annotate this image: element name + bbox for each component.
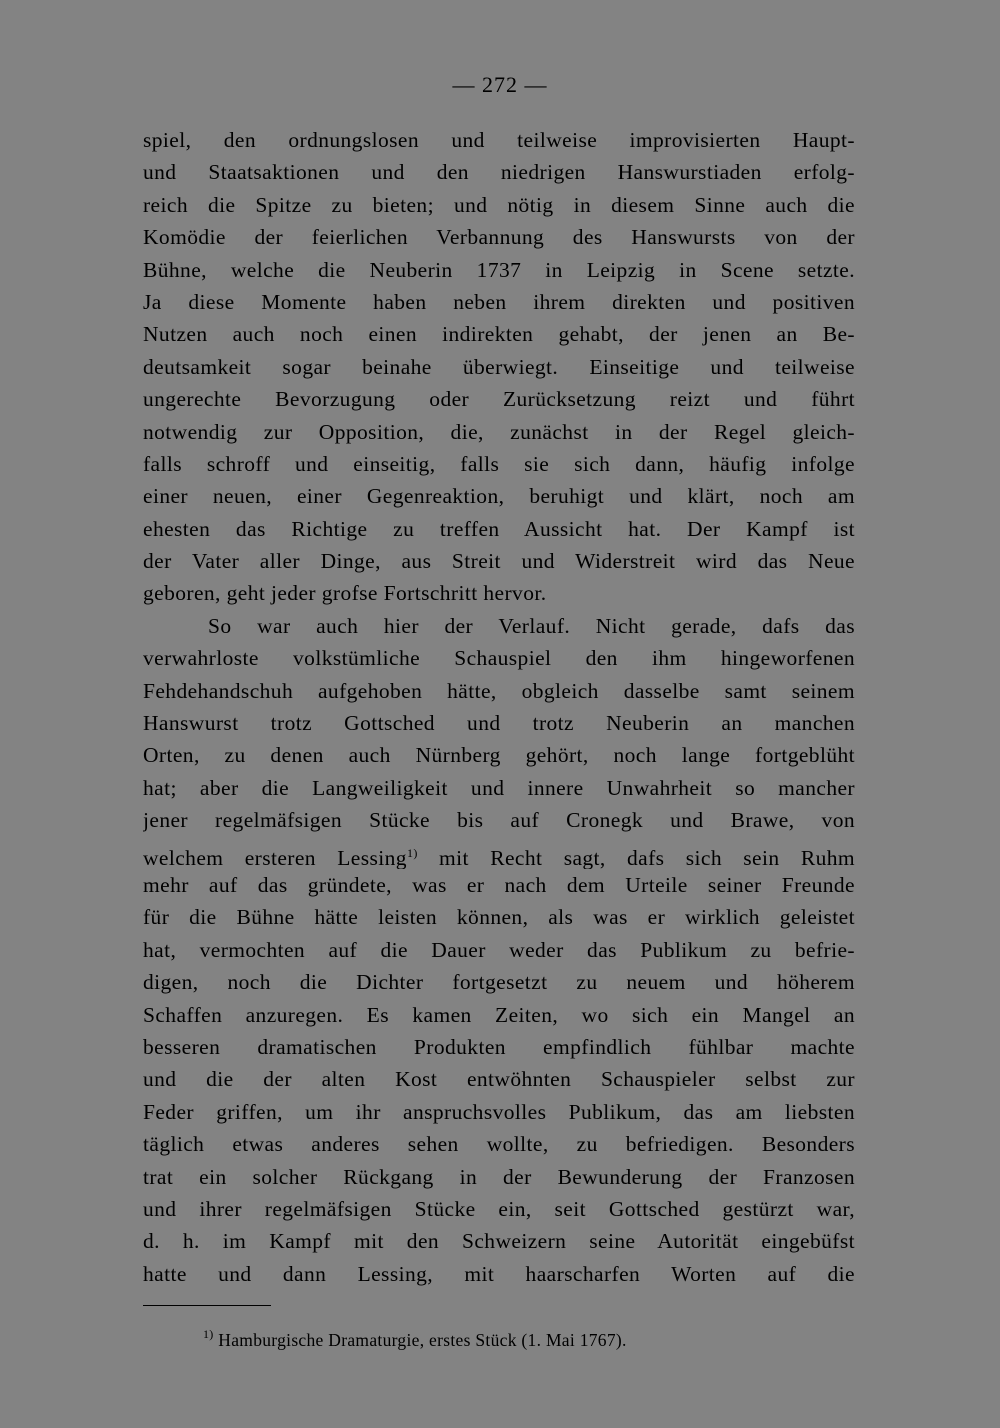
text-line: geboren, geht jeder grofse Fortschritt hervor. [143,581,547,606]
text-line: einer neuen, einer Gegenreaktion, beruhigt und klärt, noch am [143,484,855,509]
text-line: falls schroff und einseitig, falls sie sich dann, häufig infolge [143,451,855,476]
text-line [143,837,855,869]
text-line: hatte und dann Lessing, mit haarscharfen Worten auf die [143,1261,855,1286]
text-line: Nutzen auch noch einen indirekten gehabt, der jenen an Be- [143,322,855,347]
text-line: und die der alten Kost entwöhnten Schauspieler selbst zur [143,1067,855,1092]
text-line: Ja diese Momente haben neben ihrem direkten und positiven [143,289,855,314]
text-line: notwendig zur Opposition, die, zunächst in der Regel gleich- [143,419,855,444]
text-line: Komödie der feierlichen Verbannung des Hanswursts von der [143,225,855,250]
page-number: — 272 — [452,72,548,97]
text-line: und Staatsaktionen und den niedrigen Hanswurstiaden erfolg- [143,160,855,185]
footnote-text: Hamburgische Dramaturgie, erstes Stück (1. Mai 1767). [213,1330,627,1350]
text-line: ungerechte Bevorzugung oder Zurücksetzung reizt und führt [143,387,855,412]
text-line: digen, noch die Dichter fortgesetzt zu neuem und höherem [143,970,855,995]
text-line: So war auch hier der Verlauf. Nicht gerade, dafs das [208,613,855,638]
footnote-marker: 1) [203,1327,214,1341]
text-line: reich die Spitze zu bieten; und nötig in diesem Sinne auch die [143,192,855,217]
text-line-segment: welchem ersteren Lessing [143,845,407,869]
body-text [143,124,855,1290]
text-line: deutsamkeit sogar beinahe überwiegt. Einseitige und teilweise [143,354,855,379]
text-line: verwahrloste volkstümliche Schauspiel den ihm hingeworfenen [143,646,855,671]
text-line: d. h. im Kampf mit den Schweizern seine Autorität eingebüfst [143,1229,855,1254]
text-line: Fehdehandschuh aufgehoben hätte, obgleich dasselbe samt seinem [143,678,855,703]
text-line-segment: mit Recht sagt, dafs sich sein Ruhm [417,845,855,869]
text-line: täglich etwas anderes sehen wollte, zu befriedigen. Besonders [143,1132,855,1157]
text-line: ehesten das Richtige zu treffen Aussicht hat. Der Kampf ist [143,516,855,541]
footnote [203,1327,627,1351]
text-line: und ihrer regelmäfsigen Stücke ein, seit Gottsched gestürzt war, [143,1196,855,1221]
text-line: hat, vermochten auf die Dauer weder das Publikum zu befrie- [143,937,855,962]
footnote-reference: 1) [406,845,418,860]
text-line: Schaffen anzuregen. Es kamen Zeiten, wo sich ein Mangel an [143,1002,855,1027]
text-line: Hanswurst trotz Gottsched und trotz Neuberin an manchen [143,711,855,736]
text-line: spiel, den ordnungslosen und teilweise improvisierten Haupt- [143,128,855,152]
text-line: jener regelmäfsigen Stücke bis auf Cronegk und Brawe, von [143,808,855,833]
text-line: für die Bühne hätte leisten können, als was er wirklich geleistet [143,905,855,930]
text-line: trat ein solcher Rückgang in der Bewunderung der Franzosen [143,1164,855,1189]
footnote-divider [143,1305,271,1306]
text-line: Bühne, welche die Neuberin 1737 in Leipzig in Scene setzte. [143,257,855,282]
text-line: mehr auf das gründete, was er nach dem Urteile seiner Freunde [143,872,855,897]
text-line: besseren dramatischen Produkten empfindlich fühlbar machte [143,1034,855,1059]
text-line: Orten, zu denen auch Nürnberg gehört, noch lange fortgeblüht [143,743,855,768]
text-line: hat; aber die Langweiligkeit und innere Unwahrheit so mancher [143,775,855,800]
text-line: der Vater aller Dinge, aus Streit und Widerstreit wird das Neue [143,549,855,574]
text-line: Feder griffen, um ihr anspruchsvolles Publikum, das am liebsten [143,1099,855,1124]
